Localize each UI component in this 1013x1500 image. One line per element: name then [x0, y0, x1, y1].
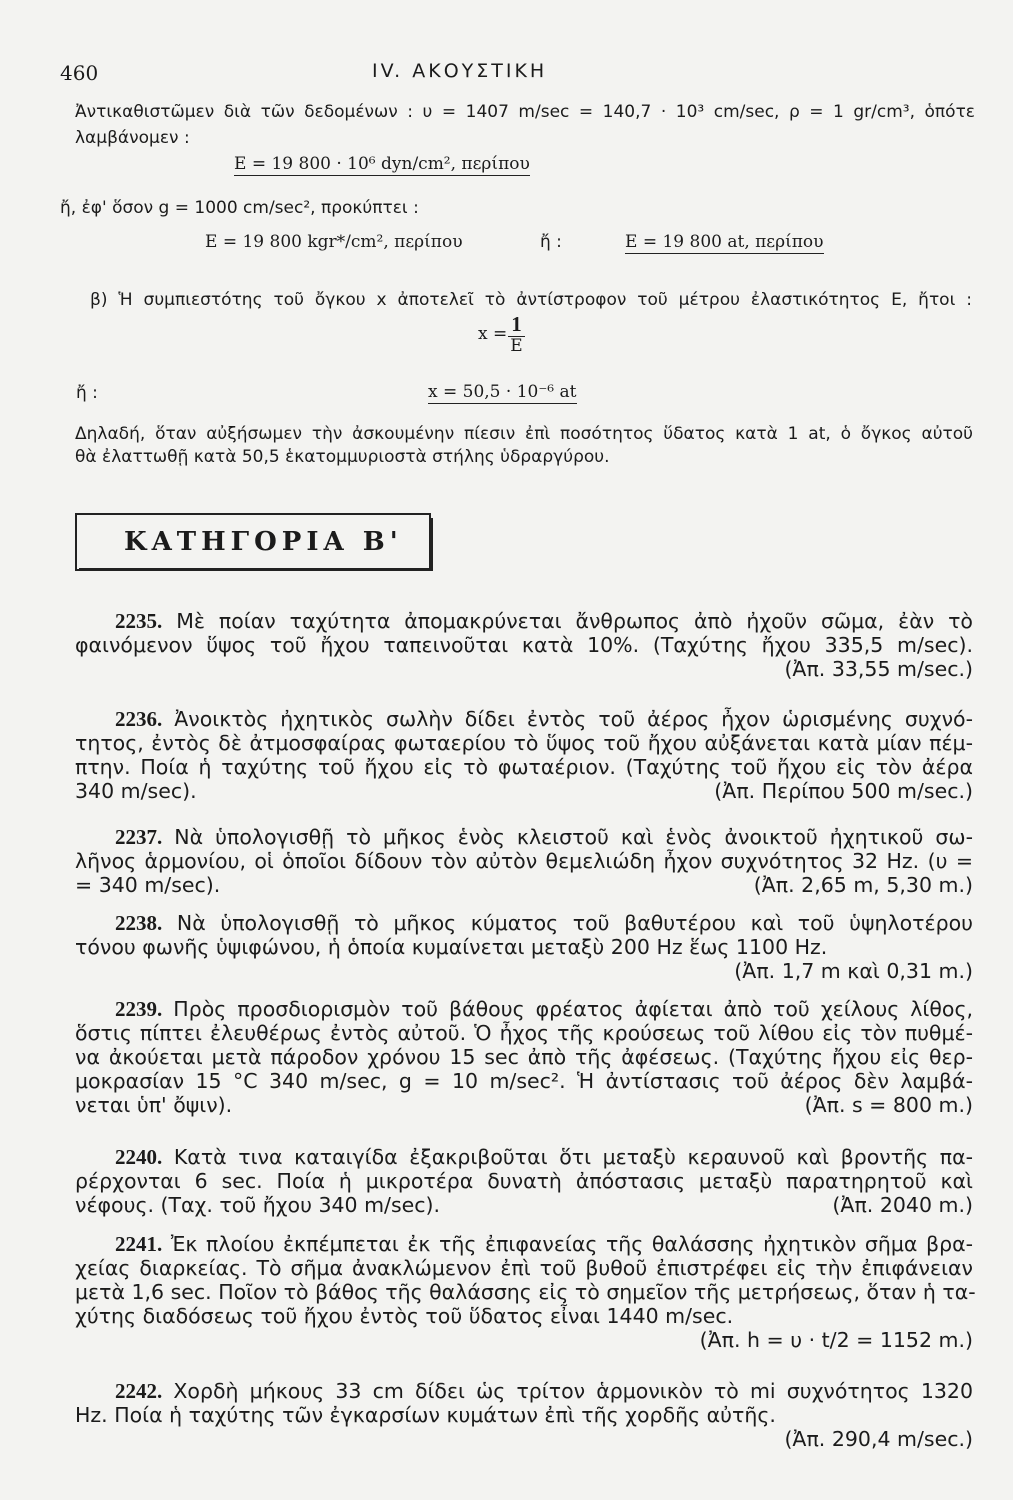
problem-line: πτην. Ποία ἡ ταχύτης τοῦ ἤχου εἰς τὸ φωταέριον. (Ταχύτης τοῦ ἤχου εἰς τὸν ἀέρα — [75, 755, 973, 779]
problem-text: Χορδὴ μήκους 33 cm δίδει ὡς τρίτον ἁρμονικὸν τὸ mi συχνότητος 1320 — [173, 1379, 973, 1403]
problem-answer: (Ἀπ. 290,4 m/sec.) — [784, 1427, 973, 1451]
problem-answer: (Ἀπ. s = 800 m.) — [804, 1093, 973, 1117]
problem-2237 — [75, 825, 973, 897]
problem-text: Ἐκ πλοίου ἐκπέμπεται ἐκ τῆς ἐπιφανείας τῆς θαλάσσης ἠχητικὸν σῆμα βρα- — [170, 1232, 973, 1256]
problem-text: Νὰ ὑπολογισθῇ τὸ μῆκος ἑνὸς κλειστοῦ καὶ ἑνὸς ἀνοικτοῦ ἠχητικοῦ σω- — [174, 825, 973, 849]
problem-answer: (Ἀπ. 2040 m.) — [832, 1193, 973, 1217]
problem-line: ὅστις πίπτει ἐλευθέρως ἐντὸς αὐτοῦ. Ὁ ἦχος τῆς κρούσεως τοῦ λίθου εἰς τὸν πυθμέ- — [75, 1021, 973, 1045]
page-number: 460 — [60, 61, 99, 85]
problem-answer: (Ἀπ. 2,65 m, 5,30 m.) — [753, 873, 973, 897]
problem-line — [75, 911, 973, 935]
problem-line — [75, 1232, 973, 1256]
problem-2236 — [75, 707, 973, 803]
equation-e-kgr: E = 19 800 kgr*/cm², περίπου — [205, 232, 463, 252]
problem-line — [75, 997, 973, 1021]
problem-text: Μὲ ποίαν ταχύτητα ἀπομακρύνεται ἄνθρωπος ἀπὸ ἠχοῦν σῶμα, ἐὰν τὸ — [176, 609, 973, 633]
fraction — [507, 313, 525, 356]
problem-line: λῆνος ἁρμονίου, οἱ ὁποῖοι δίδουν τὸν αὐτὸν θεμελιώδη ἦχον συχνότητος 32 Hz. (υ = — [75, 849, 973, 873]
problem-number: 2238. — [115, 911, 163, 935]
problem-line: τόνου φωνῆς ὑψιφώνου, ἡ ὁποία κυμαίνεται μεταξὺ 200 Hz ἕως 1100 Hz. — [75, 935, 828, 959]
conclusion-line-2: θὰ ἐλαττωθῇ κατὰ 50,5 ἑκατομμυριοστὰ στήλης ὑδραργύρου. — [75, 447, 610, 467]
problem-text: Νὰ ὑπολογισθῇ τὸ μῆκος κύματος τοῦ βαθυτέρου καὶ τοῦ ὑψηλοτέρου — [176, 911, 973, 935]
formula-lhs: x = — [478, 324, 508, 345]
problem-line: φαινόμενον ὕψος τοῦ ἤχου ταπεινοῦται κατὰ 10%. (Ταχύτης ἤχου 335,5 m/sec). — [75, 633, 973, 657]
problem-2238 — [75, 911, 973, 983]
problem-line: μετὰ 1,6 sec. Ποῖον τὸ βάθος τῆς θαλάσσης εἰς τὸ σημεῖον τῆς μετρήσεως, ὅταν ἡ τα- — [75, 1280, 976, 1304]
intro-line-2: λαμβάνομεν : — [75, 128, 190, 148]
problem-line: τητος, ἐντὸς δὲ ἀτμοσφαίρας φωταερίου τὸ ὕψος τοῦ ἤχου αὐξάνεται κατὰ μίαν πέμ- — [75, 731, 973, 755]
problem-answer: (Ἀπ. h = υ · t/2 = 1152 m.) — [699, 1328, 973, 1352]
equation-or-label-2: ἤ : — [76, 383, 98, 403]
problem-answer: (Ἀπ. 1,7 m καὶ 0,31 m.) — [734, 959, 973, 983]
problem-number: 2241. — [115, 1232, 163, 1256]
problem-line — [75, 1145, 973, 1169]
category-box-shadow — [79, 568, 432, 571]
problem-line: χείας διαρκείας. Τὸ σῆμα ἀνακλώμενον ἐπὶ τοῦ βυθοῦ ἐπιστρέφει εἰς τὴν ἐπιφάνειαν — [75, 1256, 973, 1280]
problem-line: να ἀκούεται μετὰ πάροδον χρόνου 15 sec ἀπὸ τῆς ἀφέσεως. (Ταχύτης ἤχου εἰς θερ- — [75, 1045, 973, 1069]
problem-text: = 340 m/sec). — [75, 873, 221, 897]
fraction-numerator: 1 — [508, 313, 525, 337]
beta-line: β) Ἡ συμπιεστότης τοῦ ὄγκου x ἀποτελεῖ τὸ ἀντίστροφον τοῦ μέτρου ἐλαστικότητος E, ἤτοι : — [90, 290, 972, 310]
fraction-denominator: E — [510, 336, 523, 357]
problem-2239 — [75, 997, 973, 1117]
problem-text: 340 m/sec). — [75, 779, 197, 803]
problem-line: ρέρχονται 6 sec. Ποία ἡ μικροτέρα δυνατὴ ἀπόστασις μεταξὺ παρατηρητοῦ καὶ — [75, 1169, 973, 1193]
problem-text: Ἀνοικτὸς ἠχητικὸς σωλὴν δίδει ἐντὸς τοῦ ἀέρος ἦχον ὡρισμένης συχνό- — [174, 707, 973, 731]
intro-line-1: Ἀντικαθιστῶμεν διὰ τῶν δεδομένων : υ = 1407 m/sec = 140,7 · 10³ cm/sec, ρ = 1 gr/cm³, ὁπότε — [75, 102, 975, 122]
problem-text: Πρὸς προσδιορισμὸν τοῦ βάθους φρέατος ἀφίεται ἀπὸ τοῦ χείλους λίθος, — [173, 997, 973, 1021]
problem-number: 2240. — [115, 1145, 163, 1169]
problem-number: 2235. — [115, 609, 163, 633]
problem-last-line — [75, 873, 973, 897]
category-box-side — [430, 518, 433, 571]
problem-last-line — [75, 1093, 973, 1117]
problem-answer: (Ἀπ. 33,55 m/sec.) — [784, 657, 973, 681]
equation-x-at: x = 50,5 · 10⁻⁶ at — [428, 382, 577, 402]
conclusion-line-1: Δηλαδή, ὅταν αὐξήσωμεν τὴν ἀσκουμένην πίεσιν ἐπὶ ποσότητος ὕδατος κατὰ 1 at, ὁ ὄγκος αὐτοῦ — [75, 424, 973, 444]
problem-2242 — [75, 1379, 973, 1451]
problem-answer: (Ἀπ. Περίπου 500 m/sec.) — [714, 779, 973, 803]
problem-line — [75, 1379, 973, 1403]
equation-e-dyn: E = 19 800 · 10⁶ dyn/cm², περίπου — [234, 154, 530, 174]
problem-last-line — [75, 1193, 973, 1217]
problem-line — [75, 707, 973, 731]
problem-number: 2242. — [115, 1379, 163, 1403]
problem-line — [75, 825, 973, 849]
problem-number: 2239. — [115, 997, 163, 1021]
problem-number: 2236. — [115, 707, 163, 731]
equation-or-label: ἤ : — [540, 232, 562, 252]
intro-line-3: ἤ, ἐφ' ὅσον g = 1000 cm/sec², προκύπτει : — [60, 198, 419, 218]
problem-2235 — [75, 609, 973, 681]
problem-text: νεται ὑπ' ὄψιν). — [75, 1093, 233, 1117]
problem-number: 2237. — [115, 825, 163, 849]
problem-2241 — [75, 1232, 976, 1352]
problem-line — [75, 609, 973, 633]
equation-e-at: E = 19 800 at, περίπου — [625, 232, 824, 252]
problem-text: Κατὰ τινα καταιγίδα ἐξακριβοῦται ὅτι μεταξὺ κεραυνοῦ καὶ βροντῆς πα- — [173, 1145, 973, 1169]
problem-line: μοκρασίαν 15 °C 340 m/sec, g = 10 m/sec². Ἡ ἀντίστασις τοῦ ἀέρος δὲν λαμβά- — [75, 1069, 973, 1093]
category-title: ΚΑΤΗΓΟΡΙΑ Β' — [124, 527, 403, 557]
problem-last-line — [75, 779, 973, 803]
problem-line: Hz. Ποία ἡ ταχύτης τῶν ἐγκαρσίων κυμάτων ἐπὶ τῆς χορδῆς αὐτῆς. — [75, 1403, 776, 1427]
chapter-title: IV. ΑΚΟΥΣΤΙΚΗ — [372, 60, 548, 82]
problem-text: νέφους. (Ταχ. τοῦ ἤχου 340 m/sec). — [75, 1193, 441, 1217]
problem-line: χύτης διαδόσεως τοῦ ἤχου ἐντὸς τοῦ ὕδατος εἶναι 1440 m/sec. — [75, 1304, 734, 1328]
compressibility-formula — [478, 313, 526, 356]
problem-2240 — [75, 1145, 973, 1217]
